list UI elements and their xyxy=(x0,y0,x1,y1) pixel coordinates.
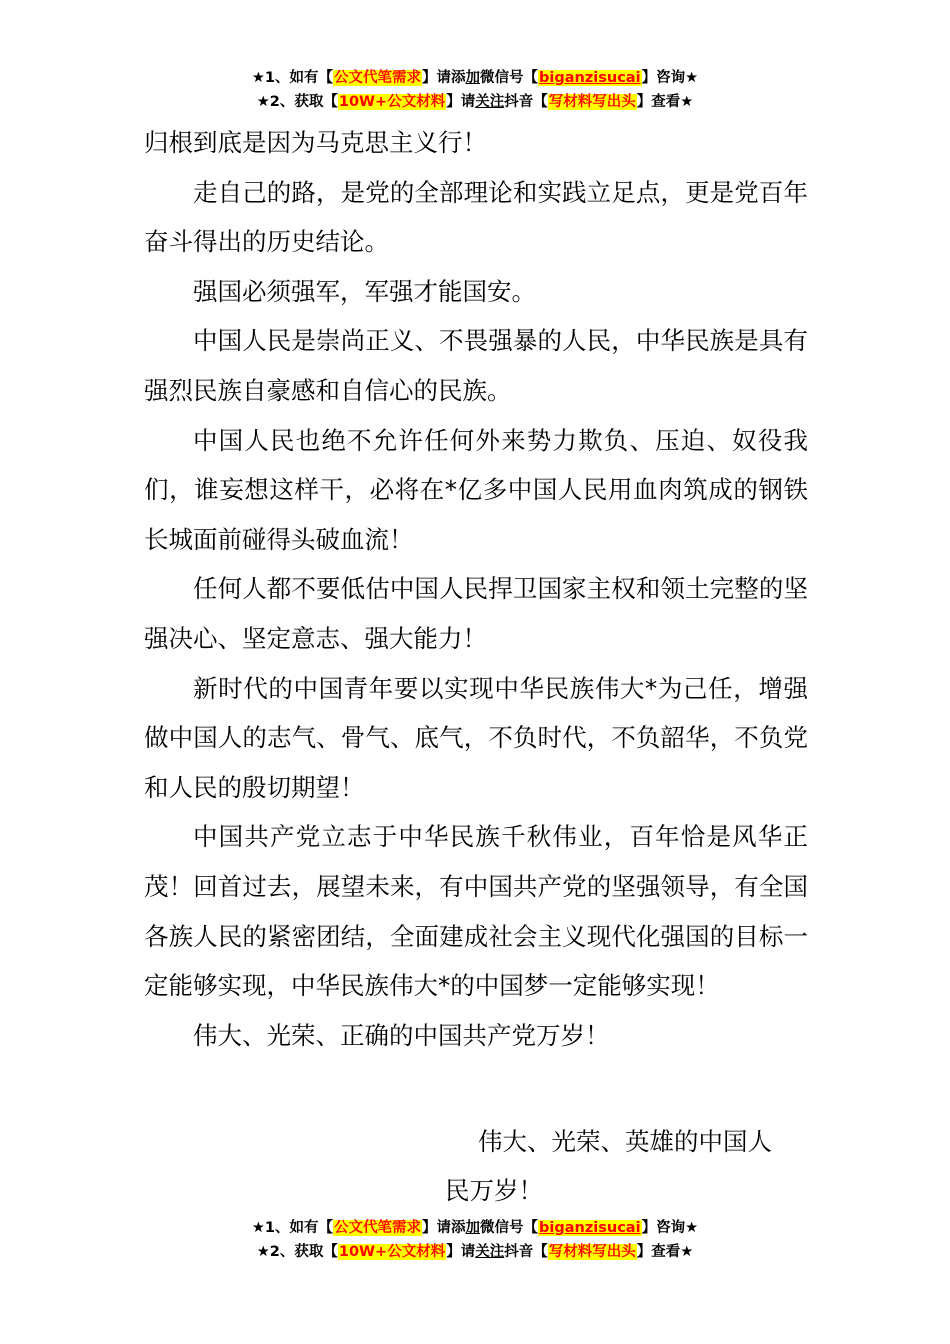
douyin-account-highlight: 写材料写出头 xyxy=(548,94,636,110)
paragraph: 新时代的中国青年要以实现中华民族伟大*为己任，增强做中国人的志气、骨气、底气，不负时代，不负韶华，不负党和人民的殷切期望！ xyxy=(144,673,808,802)
closing-line-2: 民万岁！ xyxy=(445,1176,543,1205)
paragraph: 走自己的路，是党的全部理论和实践立足点，更是党百年奋斗得出的历史结论。 xyxy=(144,177,808,257)
footer-banner xyxy=(0,1216,950,1264)
banner-line-2: ★2、获取【10W+公文材料】请关注抖音【写材料写出头】查看★ xyxy=(256,94,694,110)
ghostwriting-highlight: 公文代笔需求 xyxy=(334,70,422,86)
materials-highlight: 10W+公文材料 xyxy=(338,1244,446,1260)
banner-line-1: ★1、如有【公文代笔需求】请添加微信号【biganzisucai】咨询★ xyxy=(251,1220,699,1236)
banner-line-1: ★1、如有【公文代笔需求】请添加微信号【biganzisucai】咨询★ xyxy=(251,70,699,86)
wechat-id-highlight: biganzisucai xyxy=(539,1220,641,1236)
header-banner xyxy=(0,66,950,114)
paragraph: 中国人民也绝不允许任何外来势力欺负、压迫、奴役我们，谁妄想这样干，必将在*亿多中国人民用血肉筑成的钢铁长城面前碰得头破血流！ xyxy=(144,425,808,554)
materials-highlight: 10W+公文材料 xyxy=(338,94,446,110)
document-body xyxy=(144,118,808,1060)
paragraph: 中国共产党立志于中华民族千秋伟业，百年恰是风华正茂！回首过去，展望未来，有中国共产党的坚强领导，有全国各族人民的紧密团结，全面建成社会主义现代化强国的目标一定能够实现，中华民族伟大*的中国梦一定能够实现！ xyxy=(144,822,808,1001)
paragraph: 伟大、光荣、正确的中国共产党万岁！ xyxy=(193,1020,610,1050)
banner-line-2: ★2、获取【10W+公文材料】请关注抖音【写材料写出头】查看★ xyxy=(256,1244,694,1260)
paragraph: 中国人民是崇尚正义、不畏强暴的人民，中华民族是具有强烈民族自豪感和自信心的民族。 xyxy=(144,326,808,405)
wechat-id-highlight: biganzisucai xyxy=(539,70,641,86)
douyin-account-highlight: 写材料写出头 xyxy=(548,1244,636,1260)
closing-line-1: 伟大、光荣、英雄的中国人 xyxy=(478,1127,772,1156)
paragraph: 强国必须强军，军强才能国安。 xyxy=(193,276,536,306)
paragraph: 归根到底是因为马克思主义行！ xyxy=(144,128,487,157)
paragraph: 任何人都不要低估中国人民捍卫国家主权和领土完整的坚强决心、坚定意志、强大能力！ xyxy=(144,574,808,653)
ghostwriting-highlight: 公文代笔需求 xyxy=(334,1220,422,1236)
